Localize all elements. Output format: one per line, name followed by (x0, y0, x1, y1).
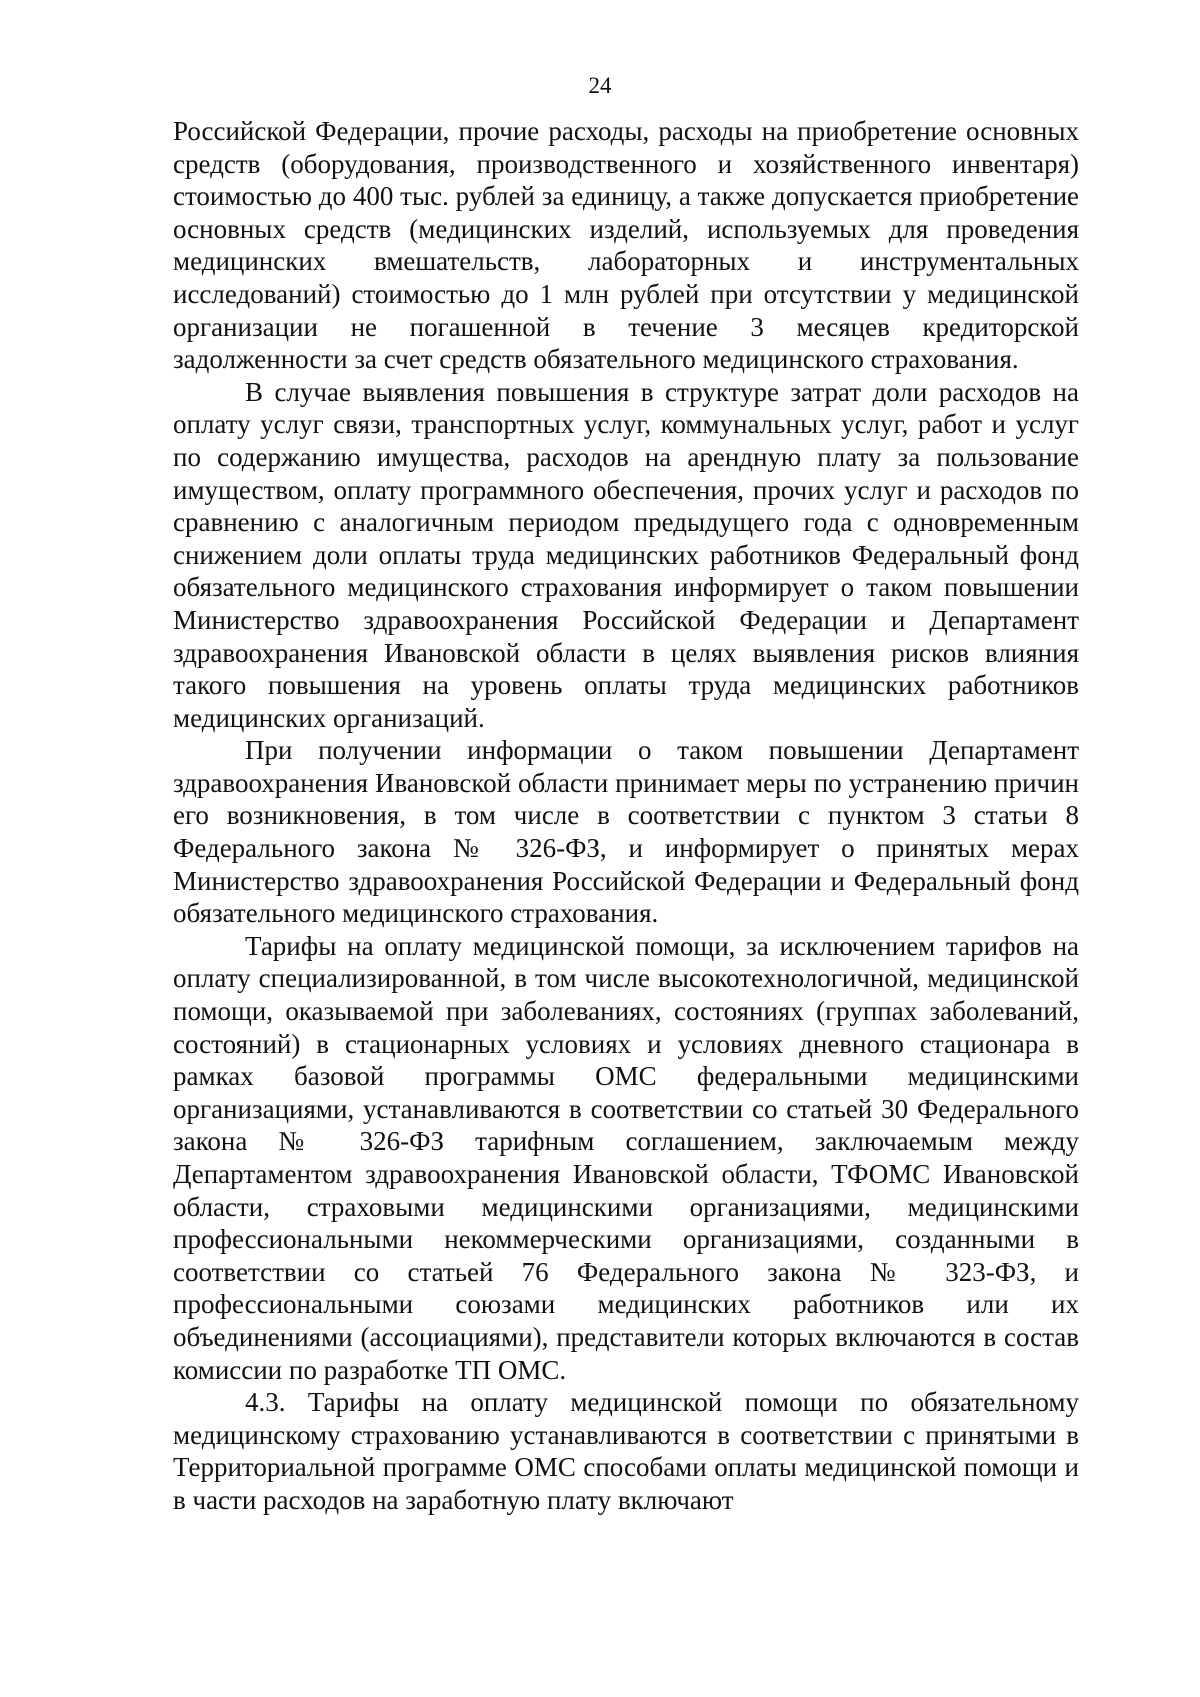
paragraph-cost-structure: В случае выявления повышения в структуре затрат доли расходов на оплату услуг связи, транспортных услуг, коммунальных услуг, работ и услуг по содержанию имущества, расходов на арендную плату за пользование имуществом, оплату программного обеспечения, прочих услуг и расходов по сравнению с аналогичным периодом предыдущего года с одновременным снижением доли оплаты труда медицинских работников Федеральный фонд обязательного медицинского страхования информирует о таком повышении Министерство здравоохранения Российской Федерации и Департамент здравоохранения Ивановской области в целях выявления рисков влияния такого повышения на уровень оплаты труда медицинских работников медицинских организаций. (173, 376, 1079, 733)
paragraph-department-measures: При получении информации о таком повышении Департамент здравоохранения Ивановской области принимает меры по устранению причин его возникновения, в том числе в соответствии с пунктом 3 статьи 8 Федерального закона № 326-ФЗ, и информирует о принятых мерах Министерство здравоохранения Российской Федерации и Федеральный фонд обязательного медицинского страхования. (173, 735, 1079, 929)
paragraph-continuation: Российской Федерации, прочие расходы, расходы на приобретение основных средств (оборудования, производственного и хозяйственного инвентаря) стоимостью до 400 тыс. рублей за единицу, а также допускается приобретение основных средств (медицинских изделий, используемых для проведения медицинских вмешательств, лабораторных и инструментальных исследований) стоимостью до 1 млн рублей при отсутствии у медицинской организации не погашенной в течение 3 месяцев кредиторской задолженности за счет средств обязательного медицинского страхования. (173, 116, 1079, 375)
paragraph-tariffs: Тарифы на оплату медицинской помощи, за исключением тарифов на оплату специализированной, в том числе высокотехнологичной, медицинской помощи, оказываемой при заболеваниях, состояниях (группах заболеваний, состояний) в стационарных условиях и условиях дневного стационара в рамках базовой программы ОМС федеральными медицинскими организациями, устанавливаются в соответствии со статьей 30 Федерального закона № 326-ФЗ тарифным соглашением, заключаемым между Департаментом здравоохранения Ивановской области, ТФОМС Ивановской области, страховыми медицинскими организациями, медицинскими профессиональными некоммерческими организациями, созданными в соответствии со статьей 76 Федерального закона № 323-ФЗ, и профессиональными союзами медицинских работников или их объединениями (ассоциациями), представители которых включаются в состав комиссии по разработке ТП ОМС. (173, 930, 1079, 1385)
page-number: 24 (588, 73, 612, 98)
paragraph-section-4-3: 4.3. Тарифы на оплату медицинской помощи по обязательному медицинскому страхованию устанавливаются в соответствии с принятыми в Территориальной программе ОМС способами оплаты медицинской помощи и в части расходов на заработную плату включают (173, 1387, 1079, 1515)
document-body (173, 115, 1079, 1517)
